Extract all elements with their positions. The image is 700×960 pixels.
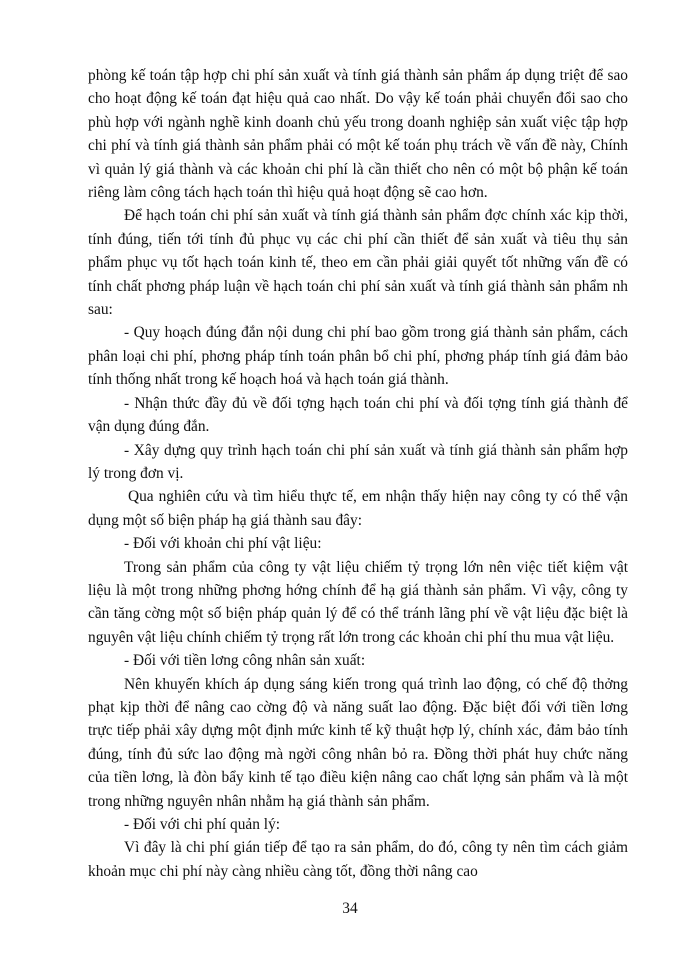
body-text (88, 64, 628, 883)
list-item-cost-planning: - Quy hoạch đúng đắn nội dung chi phí bao gồm trong giá thành sản phẩm, cách phân loại chi phí, phơng pháp tính toán phân bổ chi phí, phơng pháp tính giá đảm bảo tính thống nhất trong kế hoạch hoá và hạch toán giá thành. (88, 324, 628, 389)
heading-management-costs: - Đối với chi phí quản lý: (124, 816, 281, 833)
heading-labor-costs: - Đối với tiền lơng công nhân sản xuất: (124, 652, 366, 670)
paragraph-accounting-requirements: Để hạch toán chi phí sản xuất và tính giá thành sản phẩm đợc chính xác kịp thời, tính đúng, tiến tới tính đủ phục vụ các chi phí cần thiết để sản xuất và tiêu thụ sản phẩm phục vụ tốt hạch toán kinh tế, theo em cần phải giải quyết tốt những vấn đề có tính chất phơng pháp luận về hạch toán chi phí sản xuất và tính giá thành sản phẩm nh sau: (88, 207, 628, 319)
page-number: 34 (342, 900, 358, 917)
paragraph-research-summary: Qua nghiên cứu và tìm hiểu thực tế, em nhận thấy hiện nay công ty có thể vận dụng một số biện pháp hạ giá thành sau đây: (88, 488, 628, 529)
heading-material-costs: - Đối với khoản chi phí vật liệu: (124, 535, 322, 553)
paragraph-material-costs: Trong sản phẩm của công ty vật liệu chiếm tỷ trọng lớn nên việc tiết kiệm vật liệu là một trong những phơng hớng chính để hạ giá thành sản phẩm. Vì vậy, công ty cần tăng cờng một số biện pháp quản lý để có thể tránh lãng phí về vật liệu đặc biệt là nguyên vật liệu chính chiếm tỷ trọng rất lớn trong các khoản chi phí thu mua vật liệu. (88, 558, 628, 646)
list-item-cost-objects: - Nhận thức đầy đủ về đối tợng hạch toán chi phí và đối tợng tính giá thành để vận dụng đúng đắn. (88, 394, 628, 436)
paragraph-labor-costs: Nên khuyến khích áp dụng sáng kiến trong quá trình lao động, có chế độ thởng phạt kịp thời để nâng cao cờng độ và năng suất lao động. Đặc biệt đối với tiền lơng trực tiếp phải xây dựng một định mức kinh tế kỹ thuật hợp lý, chính xác, đảm bảo tính đúng, tính đủ sức lao động mà ngời công nhân bỏ ra. Đồng thời phát huy chức năng của tiền lơng, là đòn bẩy kinh tế tạo điều kiện nâng cao chất lợng sản phẩm và là một trong những nguyên nhân nhằm hạ giá thành sản phẩm. (88, 675, 628, 810)
paragraph-continuation: phòng kế toán tập hợp chi phí sản xuất và tính giá thành sản phẩm áp dụng triệt để sao cho hoạt động kế toán đạt hiệu quả cao nhất. Do vậy kế toán phải chuyển đổi sao cho phù hợp với ngành nghề kinh doanh chủ yếu trong doanh nghiệp sản xuất việc tập hợp chi phí và tính giá thành sản phẩm phải có một kế toán phụ trách về vấn đề này, Chính vì quản lý giá thành và các khoản chi phí là cần thiết cho nên có một bộ phận kế toán riêng làm công tách hạch toán thì hiệu quả hoạt động sẽ cao hơn. (88, 67, 628, 202)
list-item-accounting-process: - Xây dựng quy trình hạch toán chi phí sản xuất và tính giá thành sản phẩm hợp lý trong đơn vị. (88, 441, 628, 482)
paragraph-management-costs: Vì đây là chi phí gián tiếp để tạo ra sản phẩm, do đó, công ty nên tìm cách giảm khoản mục chi phí này càng nhiều càng tốt, đồng thời nâng cao (88, 839, 628, 880)
